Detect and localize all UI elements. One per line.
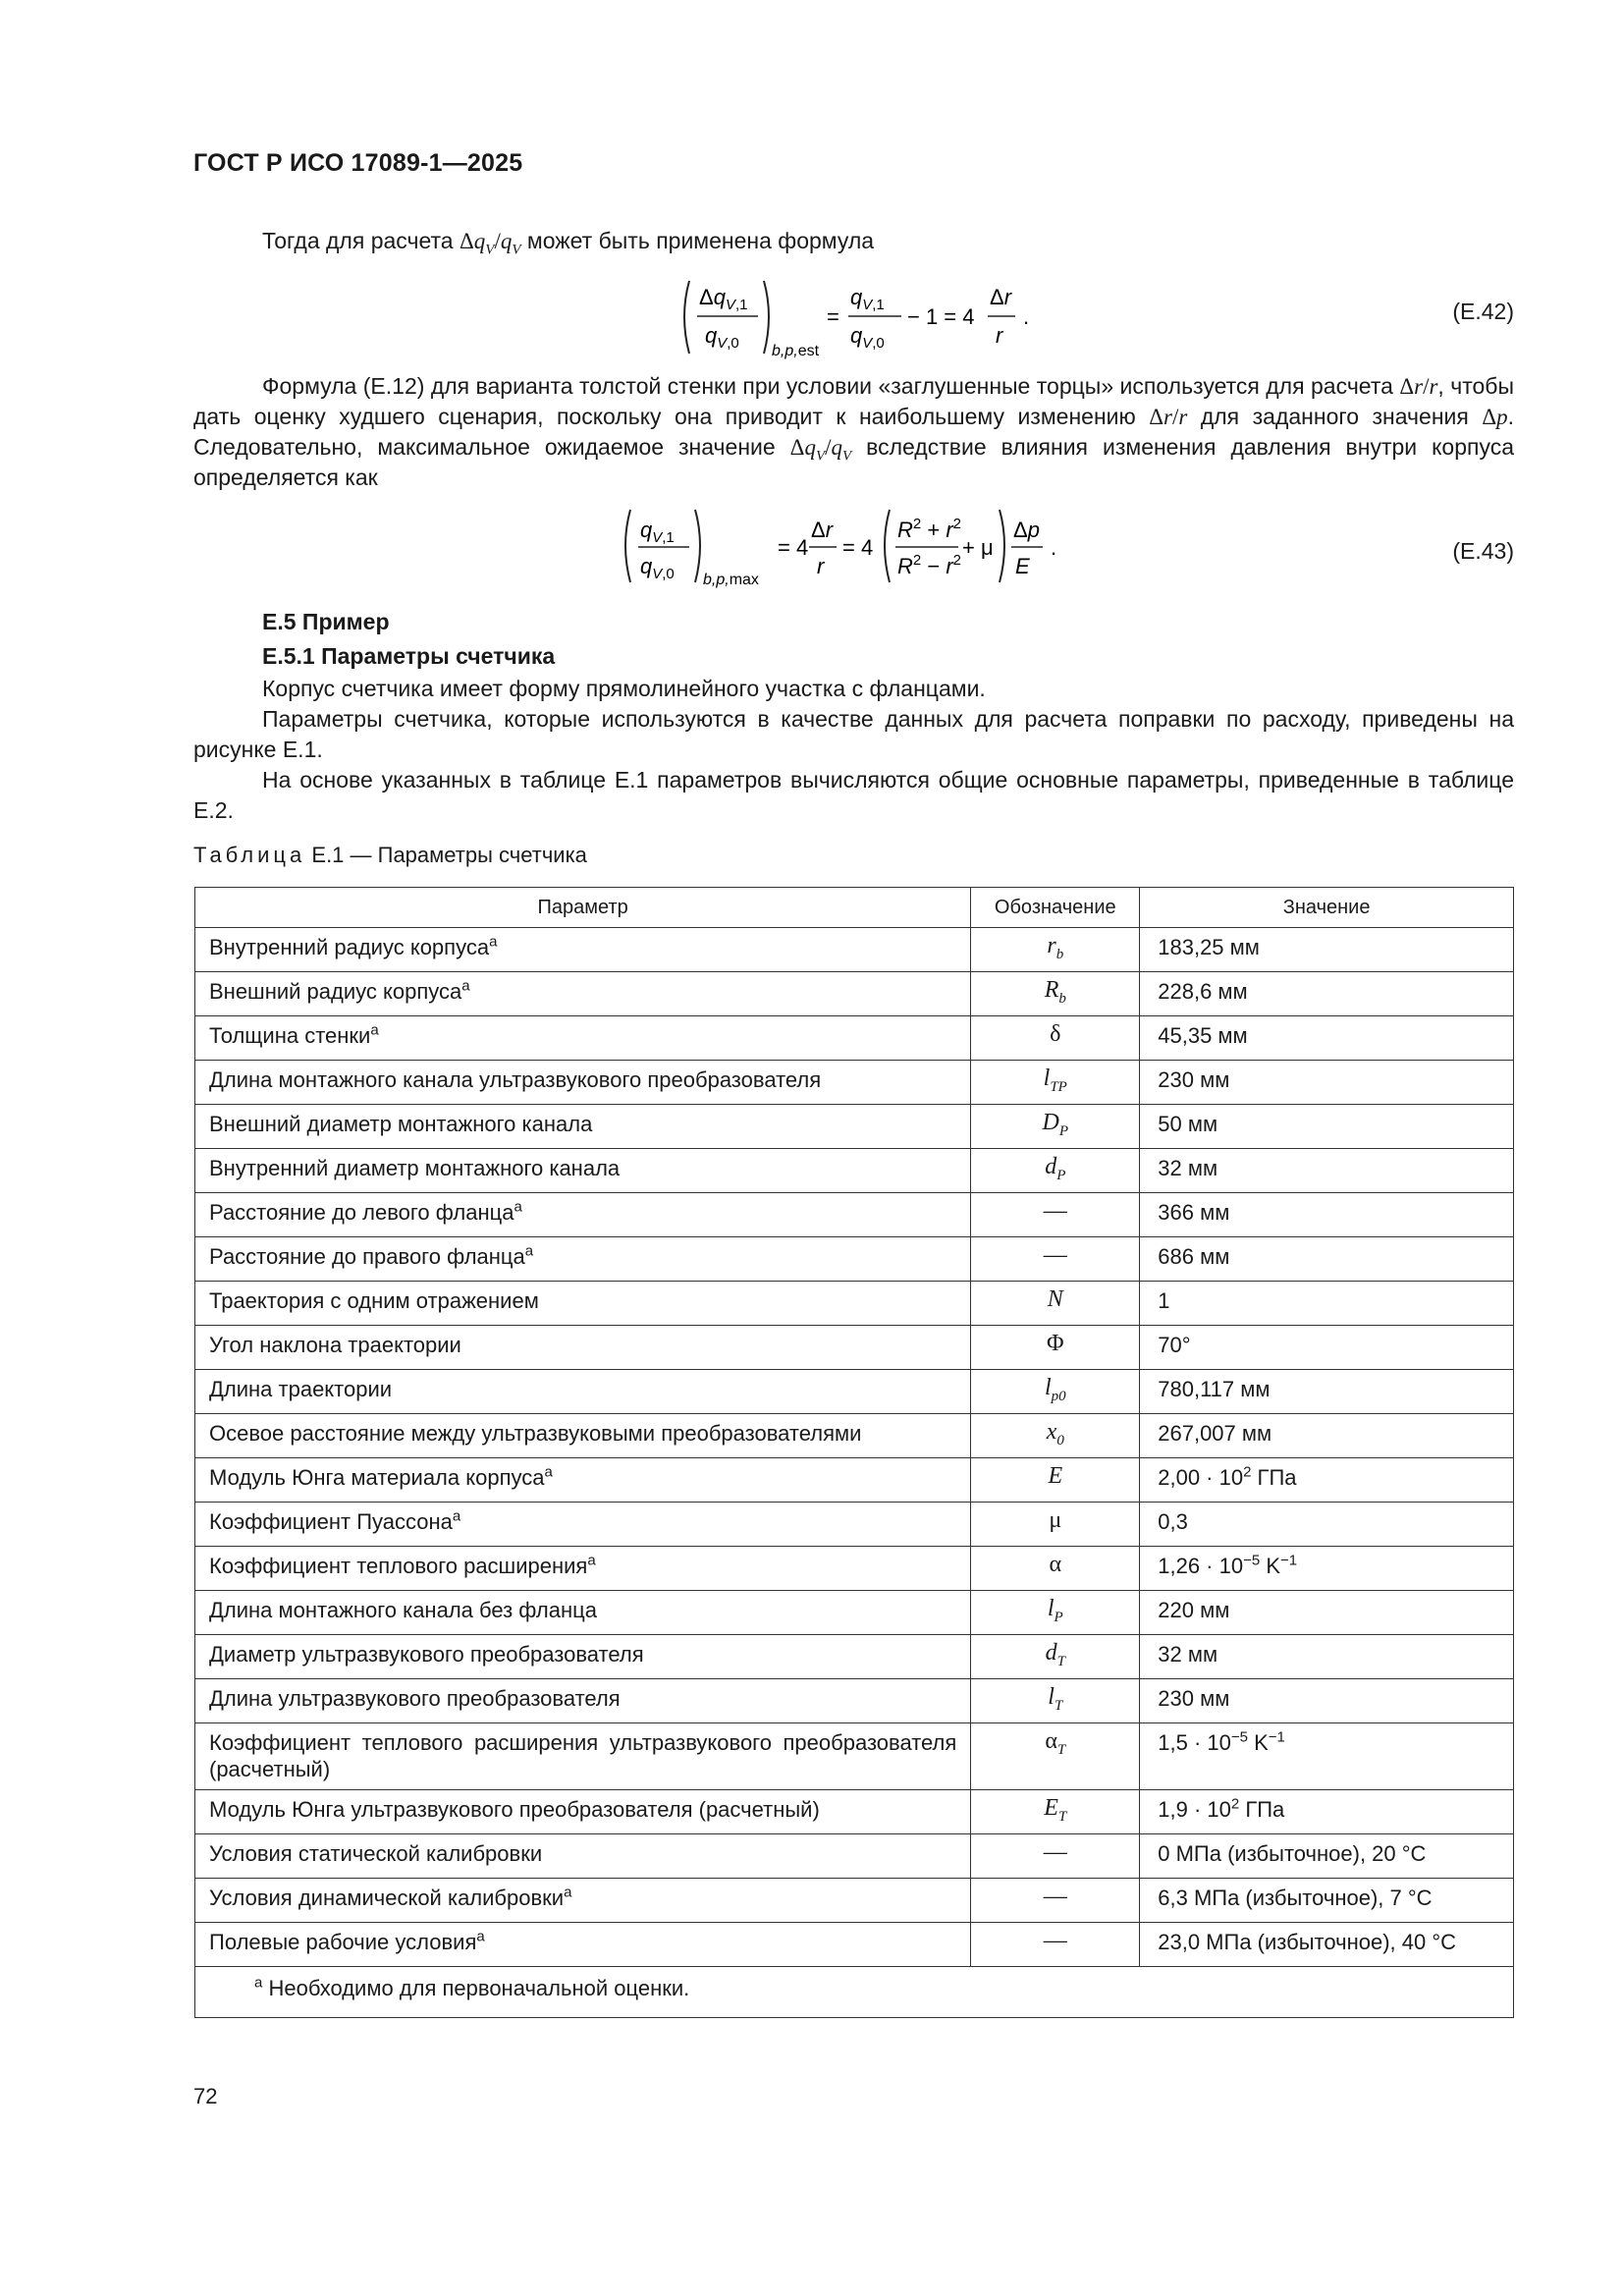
equation-number-e43: (E.43) [1452,538,1514,564]
value-unit: ГПа [1251,1465,1297,1490]
cell-symbol [971,1193,1140,1237]
cell-parameter [195,1414,971,1458]
table-row [195,1149,1514,1193]
value-unit: K [1260,1554,1280,1578]
cell-value [1140,1282,1514,1326]
cell-parameter [195,972,971,1016]
parameter-text: Коэффициент Пуассона [209,1509,453,1534]
symbol-subscript: TP [1050,1078,1067,1095]
svg-text:.: . [1051,535,1057,560]
value-text: 2,00 · 10 [1158,1465,1244,1490]
value-text: 183,25 мм [1158,935,1260,959]
parameter-text: Диаметр ультразвукового преобразователя [209,1642,644,1667]
symbol-subscript: b [1058,990,1066,1007]
value-text: 6,3 МПа (избыточное), 7 °C [1158,1886,1433,1910]
value-text: 0,3 [1158,1509,1188,1534]
svg-text:Δr: Δr [990,285,1012,309]
table-row [195,1679,1514,1723]
cell-symbol [971,928,1140,972]
column-header-parameter: Параметр [195,888,971,928]
cell-value [1140,1923,1514,1967]
cell-parameter [195,1458,971,1503]
value-text: 220 мм [1158,1598,1230,1622]
footnote-marker: a [564,1884,572,1901]
table-row [195,1016,1514,1061]
table-row [195,1237,1514,1282]
cell-value [1140,1061,1514,1105]
cell-value [1140,1679,1514,1723]
value-text: 0 МПа (избыточное), 20 °C [1158,1841,1427,1866]
value-exponent: 2 [1243,1463,1252,1481]
cell-parameter [195,1061,971,1105]
cell-symbol [971,1591,1140,1635]
table-row [195,1635,1514,1679]
symbol-subscript: T [1056,1741,1066,1758]
table-row [195,1458,1514,1503]
svg-text:Δr: Δr [811,518,834,542]
parameter-text: Полевые рабочие условия [209,1930,477,1954]
cell-symbol [971,1635,1140,1679]
symbol-text: x [1046,1419,1057,1445]
parameter-text: Длина ультразвукового преобразователя [209,1686,621,1711]
symbol-text: l [1043,1066,1051,1091]
svg-text:r: r [996,323,1003,348]
cell-symbol [971,1414,1140,1458]
footnote-marker: a [587,1552,596,1569]
parameter-text: Расстояние до левого фланца [209,1200,514,1225]
svg-text:R2 − r2: $R^2 - r^2$ [897,552,961,578]
cell-value [1140,1105,1514,1149]
value-exponent: −5 [1243,1552,1261,1569]
value-text: 228,6 мм [1158,979,1248,1004]
equation-e43 [619,506,1109,600]
symbol-text: N [1047,1286,1063,1312]
table-caption: Таблица Е.1 — Параметры счетчика [193,843,587,867]
table-body [195,928,1514,2018]
value-text: 1,26 · 10 [1158,1554,1244,1578]
symbol-text: D [1042,1110,1059,1135]
cell-parameter [195,1635,971,1679]
table-row [195,1547,1514,1591]
value-text: 366 мм [1158,1200,1230,1225]
value-text: 1,9 · 10 [1158,1797,1231,1822]
footnote-marker: a [370,1021,379,1039]
symbol-text: δ [1050,1021,1061,1047]
symbol-subscript: P [1056,1167,1066,1183]
svg-text:= 4: = 4 [842,535,874,560]
svg-text:b,p,est: b,p,est [772,343,820,359]
table-row [195,1591,1514,1635]
parameter-text: Длина траектории [209,1377,393,1401]
symbol-text: α [1049,1552,1062,1577]
cell-parameter [195,1149,971,1193]
value-exponent: 2 [1230,1795,1240,1813]
svg-text:E: E [1015,554,1030,578]
cell-value [1140,1414,1514,1458]
value-text: 1,5 · 10 [1158,1730,1231,1755]
footnote-marker: a [461,977,470,995]
cell-value [1140,1879,1514,1923]
value-text: 50 мм [1158,1112,1218,1136]
equation-number-e42: (E.42) [1452,299,1514,324]
table-row [195,1503,1514,1547]
parameter-text: Условия статической калибровки [209,1841,543,1866]
cell-parameter [195,1834,971,1879]
parameter-text: Модуль Юнга материала корпуса [209,1465,545,1490]
cell-symbol [971,1237,1140,1282]
parameters-table [194,887,1514,2018]
table-row [195,1790,1514,1834]
svg-text:b,p,max: b,p,max [703,572,759,588]
table-row [195,1061,1514,1105]
value-text: 32 мм [1158,1642,1218,1667]
table-row [195,1923,1514,1967]
symbol-text: E [1048,1463,1063,1489]
parameter-text: Осевое расстояние между ультразвуковыми преобразователями [209,1421,862,1446]
svg-text:qV,1: $q_V,1$ [640,518,675,546]
cell-symbol [971,1370,1140,1414]
value-unit: K [1247,1730,1269,1755]
value-text: 23,0 МПа (избыточное), 40 °C [1158,1930,1457,1954]
table-row [195,1326,1514,1370]
value-exponent: −5 [1230,1728,1248,1746]
cell-value [1140,1326,1514,1370]
parameter-text: Внешний диаметр монтажного канала [209,1112,593,1136]
parameter-text: Коэффициент теплового расширения [209,1554,588,1578]
cell-parameter [195,1282,971,1326]
table-row [195,1834,1514,1879]
symbol-text: — [1043,1839,1067,1865]
unit-exponent: −1 [1280,1552,1298,1569]
cell-value [1140,1237,1514,1282]
cell-parameter [195,1105,971,1149]
symbol-text: E [1044,1795,1058,1821]
cell-parameter [195,1679,971,1723]
table-header-row [195,888,1514,928]
value-text: 230 мм [1158,1067,1230,1092]
cell-parameter [195,1016,971,1061]
cell-parameter [195,1326,971,1370]
svg-text:+ μ: + μ [962,535,994,560]
page-number: 72 [193,2084,218,2108]
symbol-subscript: b [1055,946,1064,962]
svg-text:qV,0: $q_V,0$ [705,323,739,352]
cell-parameter [195,1193,971,1237]
cell-parameter [195,1370,971,1414]
footnote-marker: a [476,1928,485,1945]
symbol-text: α [1045,1728,1057,1754]
svg-text:− 1 = 4: − 1 = 4 [907,304,975,329]
cell-symbol [971,1326,1140,1370]
symbol-text: l [1048,1684,1055,1710]
parameter-text: Угол наклона траектории [209,1333,461,1357]
svg-text:R2 + r2: $R^2 + r^2$ [897,516,961,542]
cell-parameter [195,1237,971,1282]
svg-text:qV,1: $q_V,1$ [850,285,885,313]
cell-value [1140,1834,1514,1879]
cell-symbol [971,1503,1140,1547]
parameter-text: Условия динамической калибровки [209,1886,565,1910]
parameter-text: Внутренний диаметр монтажного канала [209,1156,621,1180]
cell-symbol [971,1923,1140,1967]
cell-value [1140,928,1514,972]
section-heading-e51: Е.5.1 Параметры счетчика [262,643,556,669]
table-row [195,1414,1514,1458]
symbol-subscript: 0 [1056,1432,1064,1449]
table-row [195,1193,1514,1237]
value-text: 267,007 мм [1158,1421,1272,1446]
cell-value [1140,1458,1514,1503]
cell-symbol [971,1679,1140,1723]
cell-value [1140,1503,1514,1547]
equation-e42 [677,275,1070,369]
cell-parameter [195,1723,971,1790]
parameter-text: Траектория с одним отражением [209,1288,539,1313]
cell-symbol [971,1016,1140,1061]
cell-symbol [971,1723,1140,1790]
cell-symbol [971,1105,1140,1149]
footnote-marker: a [524,1242,534,1260]
cell-value [1140,1635,1514,1679]
table-row [195,928,1514,972]
cell-symbol [971,1149,1140,1193]
footnote-marker: a [452,1507,461,1525]
cell-parameter [195,1923,971,1967]
table-row [195,1370,1514,1414]
cell-parameter [195,1547,971,1591]
symbol-text: — [1043,1928,1067,1953]
cell-value [1140,1547,1514,1591]
svg-text:qV,0: $q_V,0$ [850,323,885,352]
table-row [195,1105,1514,1149]
table-footnote-row [195,1967,1514,2018]
cell-symbol [971,1834,1140,1879]
table-footnote: $^a$ Необходимо для первоначальной оценки. [195,1967,1514,2018]
symbol-text: μ [1049,1507,1062,1533]
symbol-text: — [1043,1884,1067,1909]
cell-value [1140,972,1514,1016]
symbol-text: — [1043,1198,1067,1224]
value-text: 686 мм [1158,1244,1230,1269]
symbol-text: r [1047,933,1056,958]
table-row [195,1879,1514,1923]
value-unit: ГПа [1239,1797,1285,1822]
table-row [195,972,1514,1016]
value-text: 45,35 мм [1158,1023,1248,1048]
symbol-text: — [1043,1242,1067,1268]
symbol-subscript: T [1054,1697,1063,1714]
parameter-text: Расстояние до правого фланца [209,1244,525,1269]
table-row [195,1723,1514,1790]
cell-symbol [971,972,1140,1016]
cell-symbol [971,1790,1140,1834]
svg-text:ΔqV,1: $\Delta q_V,1$ [699,285,748,313]
section-heading-e5: Е.5 Пример [262,609,390,634]
cell-symbol [971,1547,1140,1591]
symbol-text: l [1047,1596,1055,1621]
cell-parameter [195,1503,971,1547]
cell-value [1140,1193,1514,1237]
symbol-text: Φ [1047,1331,1064,1356]
document-header: ГОСТ Р ИСО 17089-1—2025 [193,149,523,177]
cell-parameter [195,1879,971,1923]
svg-text:.: . [1023,304,1030,329]
symbol-subscript: T [1057,1808,1067,1825]
paragraph-3: Корпус счетчика имеет форму прямолинейного участка с фланцами. [262,676,986,701]
paragraph-1: Тогда для расчета $\Delta q_V/q_V$ может быть применена формула [262,228,875,258]
cell-value [1140,1149,1514,1193]
footnote-marker: a [489,933,498,951]
value-text: 780,117 мм [1158,1377,1271,1401]
footnote-marker: a [544,1463,553,1481]
symbol-subscript: p0 [1051,1388,1066,1404]
value-text: 70° [1158,1333,1191,1357]
svg-text:qV,0: $q_V,0$ [640,554,675,582]
symbol-subscript: T [1056,1653,1065,1669]
cell-value [1140,1723,1514,1790]
symbol-text: d [1045,1640,1057,1666]
value-text: 230 мм [1158,1686,1230,1711]
paragraph-2: Формула (E.12) для варианта толстой стенки при условии «заглушенные торцы» используется для расчета Δr/r, чтобы дать оценку худшего сценария, поскольку она приводит к наибольшему изменению Δr/r для заданного значения Δp. Следовательно, максимальное ожидаемое значение $\Delta q_V/q_V$ вследствие влияния изменения давления внутри корпуса определяется как [193,373,1515,490]
symbol-text: l [1044,1375,1052,1400]
cell-parameter [195,928,971,972]
parameter-text: Внутренний радиус корпуса [209,935,490,959]
cell-symbol [971,1061,1140,1105]
svg-text:Δp: Δp [1013,518,1040,542]
svg-text:= 4: = 4 [778,535,809,560]
parameter-text: Длина монтажного канала без фланца [209,1598,597,1622]
paragraph-5: На основе указанных в таблице Е.1 параметров вычисляются общие основные параметры, приведенные в таблице Е.2. [193,767,1514,823]
parameter-text: Длина монтажного канала ультразвукового преобразователя [209,1067,822,1092]
cell-symbol [971,1879,1140,1923]
cell-value [1140,1370,1514,1414]
parameter-text: Внешний радиус корпуса [209,979,462,1004]
parameter-text: Толщина стенки [209,1023,371,1048]
cell-value [1140,1790,1514,1834]
svg-text:r: r [817,554,825,578]
symbol-text: d [1045,1154,1057,1179]
symbol-subscript: P [1054,1609,1063,1625]
cell-parameter [195,1790,971,1834]
parameter-text: Модуль Юнга ультразвукового преобразователя (расчетный) [209,1797,820,1822]
cell-parameter [195,1591,971,1635]
column-header-value: Значение [1140,888,1514,928]
cell-value [1140,1016,1514,1061]
cell-symbol [971,1458,1140,1503]
symbol-subscript: P [1058,1122,1069,1139]
paragraph-4: Параметры счетчика, которые используются в качестве данных для расчета поправки по расходу, приведены на рисунке Е.1. [193,706,1514,762]
value-text: 32 мм [1158,1156,1218,1180]
unit-exponent: −1 [1268,1728,1285,1746]
footnote-marker: a [514,1198,522,1216]
column-header-symbol: Обозначение [971,888,1140,928]
symbol-text: R [1044,977,1059,1003]
cell-value [1140,1591,1514,1635]
svg-text:=: = [827,304,839,329]
cell-symbol [971,1282,1140,1326]
value-text: 1 [1158,1288,1170,1313]
table-row [195,1282,1514,1326]
parameter-text: Коэффициент теплового расширения ультразвукового преобразователя (расчетный) [209,1730,957,1781]
